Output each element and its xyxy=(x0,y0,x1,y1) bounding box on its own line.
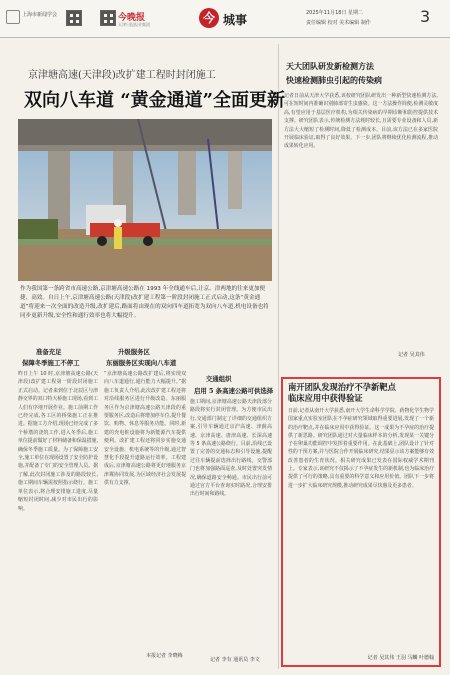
editor-credits: 责任编辑 校对 美术编辑 制作 xyxy=(306,20,371,26)
column-divider xyxy=(278,44,279,669)
column-heading: 升级服务区 xyxy=(118,348,150,356)
byline: 记者 李有 通讯员 李文 xyxy=(210,657,260,663)
column-subheading: 东丽服务区实现向八车道 xyxy=(106,359,177,367)
paper-name: 今晚报 xyxy=(118,13,146,23)
highlight-headline: 临床应用中获得验证 xyxy=(288,393,363,403)
byline: 本报记者 李晓梅 xyxy=(146,653,183,659)
masthead xyxy=(0,0,450,38)
photo-caption: 作为我国第一条跨省市高速公路,京津塘高速公路在 1993 年全线通车后,让京、津两地的往来更加便捷、高效。自日上午,京津塘高速公路(天津段)改扩建工程第一阶段封闭施工正式启动,这条“黄金通道”将迎来一次全面的改造升级,改扩建后,路面将由现在的双向四车道拓宽为双向八车道,机电设备也将同步更新升级,安全性和通行效率也将大幅提升。 xyxy=(20,286,269,319)
column-body: “京津塘高速公路改扩建后,将实现双向八车道通行,通行能力大幅提升。”据施工负责人介绍,此次改扩建工程还将对沿线服务区进行升级改造。东丽服务区作为京津塘高速公路天津段的重要服务区,改造后将增加停车位,提升餐饮、购物、休息等服务功能。同时,新建的充电桩设施将为新能源汽车提供便利。改扩建工程还将同步实施交通安全设施、机电系统等的升级,通过智慧化手段提升道路运行效率。工程建成后,京津塘高速公路将更好地服务京津冀协同发展,为区域经济社会发展提供有力支撑。 xyxy=(104,371,186,487)
bridge-construction-image xyxy=(18,119,272,281)
highlight-headline: 南开团队发现治疗不孕新靶点 xyxy=(288,382,396,392)
qr-code-icon xyxy=(100,10,116,26)
byline: 记者 吴其伟 王羽 马麟 叶德翰 xyxy=(367,655,434,661)
column-subheading: 启用 5 条高速公路可供选择 xyxy=(194,387,274,395)
column-heading: 准备充足 xyxy=(36,348,62,356)
side-headline: 天大团队研发新检测方法 xyxy=(286,61,374,71)
construction-photo xyxy=(18,119,272,281)
side-story-body: 记者日前从天津大学获悉,该校研究团队研发出一种新型快速检测方法,可在短时间内准确识别肺部寄生虫感染。这一方法操作简便,检测灵敏度高,有望应用于基层医疗机构,为相关传染病的早期诊断和防控提供技术支撑。研究团队表示,传统检测方法耗时较长,且需要专业设备和人员,新方法大大缩短了检测时间,降低了检测成本。目前,该方法已在多家医院开展临床验证,取得了良好效果。下一步,团队将继续优化检测流程,推动成果转化应用。 xyxy=(284,93,438,150)
lead-subtitle: 京津塘高速(天津段)改扩建工程时封闭施工 xyxy=(28,70,216,81)
paper-group: 天津日报报业集团 xyxy=(118,22,150,27)
issue-date: 2025年11月18日 星期二 xyxy=(306,10,364,16)
page-number: 3 xyxy=(420,7,431,26)
highlighted-story-box xyxy=(281,377,441,667)
column-heading: 交通组织 xyxy=(206,375,232,383)
press-logo-icon xyxy=(6,10,20,24)
section-logo-icon: 今 xyxy=(199,8,219,28)
side-headline: 快速检测肺虫引起的传染病 xyxy=(286,75,382,85)
highlight-body: 日前,记者从南开大学获悉,南开大学生命科学学院、药物化学生物学国家重点实验室团队在不孕症研究领域取得重要进展,发现了一个新的治疗靶点,并在临床应用中获得验证。这一成果为不孕症的治疗提供了新思路。研究团队通过对大量临床样本的分析,发现某一关键分子在卵巢功能调控中发挥着重要作用。在此基础上,团队设计了针对性的干预方案,并与医院合作开展临床研究,结果显示该方案能够有效改善患者的生育状况。相关研究成果已发表在国际权威学术期刊上。专家表示,该研究不仅揭示了不孕症发生的新机制,也为临床治疗提供了可行的策略,具有重要的科学意义和应用价值。团队下一步将进一步扩大临床研究规模,推动研究成果尽快惠及更多患者。 xyxy=(288,408,434,489)
qr-code-icon xyxy=(66,10,82,26)
column-body: 施工期间,京津塘高速公路天津段部分路段将实行封闭管理。为方便市民出行,交通部门制定了详细的交通组织方案,引导车辆通过京沪高速、津蓟高速、京津高速、唐津高速、长深高速等 5 条高速公路绕行。目前,沿线已设置了完善的交通标志和引导设施,提醒过往车辆提前选择出行路线。交警部门也将加强路面巡查,及时处置突发情况,确保道路安全畅通。市民出行前可通过官方平台查询实时路况,合理安排出行时间和路线。 xyxy=(190,399,272,498)
column-body: 昨日上午 10 时,京津塘高速公路(天津段)改扩建工程第一阶段封闭施工正式启动。记者来到位于北辰区与津静交界的双口特大桥施工现场,看到工人们有序地开展作业。施工前期工作已经完成,各工区的桥梁施工正在推进。据施工方介绍,现场已经完成了多个桥墩的浇筑工作,进入冬季后,施工单位提前做好了材料储备和保温措施,确保冬季施工质量。为了保障施工安全,施工单位在现场设置了安全防护设施,并配备了专门的安全管理人员。据了解,此次封闭施工涉及的路段较长,施工期间车辆需按照指示绕行。施工单位表示,将合理安排施工进度,尽量缩短封闭时间,减少对市民出行的影响。 xyxy=(18,371,98,512)
lead-headline: 双向八车道 “黄金通道”全面更新 xyxy=(24,90,285,111)
column-subheading: 保障冬季施工不停工 xyxy=(22,359,80,367)
byline: 记者 吴其伟 xyxy=(398,352,425,358)
section-name: 城事 xyxy=(223,13,248,27)
press-logo-text: 上海市新闻学会 xyxy=(22,12,58,18)
